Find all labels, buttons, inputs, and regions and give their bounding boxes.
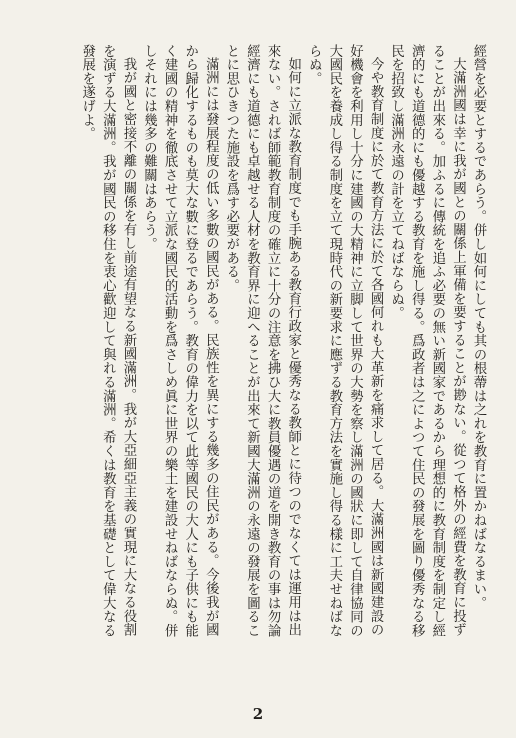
paragraph: 如何に立派な教育制度でも手腕ある教育行政家と優秀なる教師とに待つのでなくては運用は出來ない。されば師範教育制度の確立に十分の注意を拂ひ大に教員優遇の道を開き教育の事は勿論經濟にも道德にも卓越せる人材を教育界に迎へることが出來て新國大滿洲の永遠の發展を圖ることに思ひきつた施設を爲す必要がある。: [223, 44, 301, 638]
paragraph: 滿洲には發展程度の低い多數の國民がある。民族性を異にする幾多の住民がある。今後我が國から歸化するものも莫大な數に登るであらう。教育の偉力を以て此等國民の大人にも子供にも能く建國の精神を徹底させて立派な國民的活動を爲さしめ眞に世界の樂土を建設せねばならぬ。併しそれには幾多の難關はあらう。: [141, 44, 219, 638]
paragraph: 大滿洲國は幸に我が國との關係上軍備を要することが尠ない。從つて格外の經費を教育に投ずることが出來る。加ふるに傳統を追ふ必要の無い新國家であるから理想的に教育制度を制定し經濟的にも道德的にも優越する教育を施し得る。爲政者は之によつて住民の發展を圖り優秀なる移民を招致し滿洲永遠の計を立てねばならぬ。: [388, 44, 466, 638]
vertical-text-body: [26, 44, 488, 644]
paragraph: 經營を必要とするであらう。併し如何にしても其の根蔕は之れを教育に置かねばなるまい。: [471, 44, 486, 610]
paragraph: 我が國と密接不離の關係を有し前途有望なる新國滿洲。我が大亞細亞主義の實現に大なる役割を演ずる大滿洲。我が國民の移住を衷心歡迎して與れる滿洲。希くは教育を基礎として偉大なる發展を遂げよ。: [79, 44, 136, 638]
paragraph: 今や教育制度に於て教育方法に於て各國何れも大革新を痛求して居る。大滿洲國は新國建設の好機會を利用し十分に建國の大精神に立脚して世界の大勢を察し滿洲の國狀に即して自律協同の大國民を養成し得る制度を立て現時代の新要求に應ずる教育方法を實施し得る樣に工夫せねばならぬ。: [306, 44, 384, 638]
page-number: 2: [252, 705, 264, 723]
